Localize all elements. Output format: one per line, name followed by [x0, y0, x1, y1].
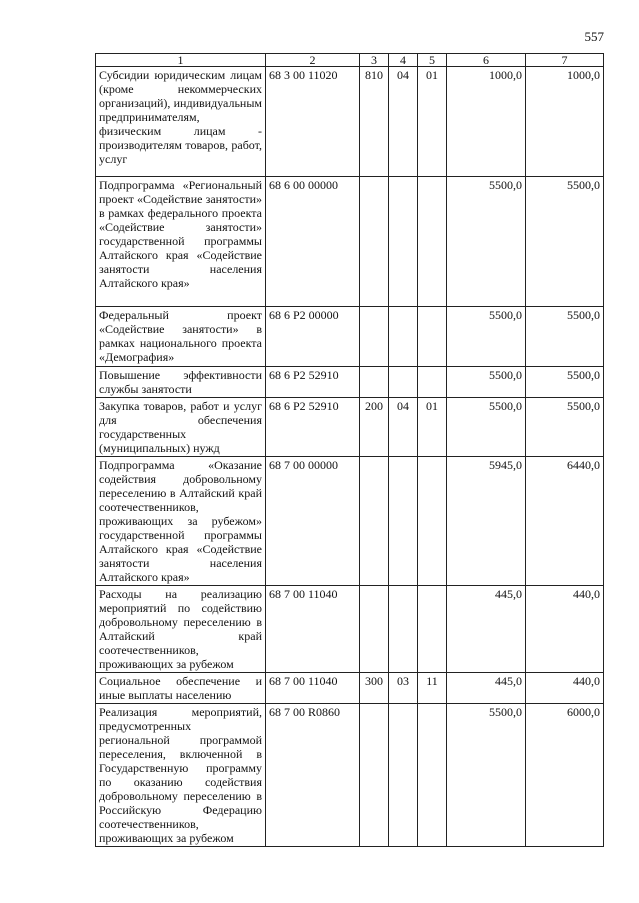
target-code: 68 6 00 00000	[266, 177, 360, 307]
expense-type	[360, 586, 389, 673]
budget-table	[95, 53, 604, 847]
target-code: 68 6 P2 52910	[266, 367, 360, 398]
subsection	[418, 307, 447, 367]
table-row	[96, 457, 604, 586]
subsection	[418, 704, 447, 847]
table-row	[96, 367, 604, 398]
column-header: 1	[96, 54, 266, 67]
subsection	[418, 586, 447, 673]
amount-col7: 440,0	[526, 586, 604, 673]
page-number: 557	[584, 29, 604, 44]
column-header: 2	[266, 54, 360, 67]
target-code: 68 7 00 R0860	[266, 704, 360, 847]
table-row	[96, 704, 604, 847]
amount-col7: 6440,0	[526, 457, 604, 586]
amount-col6: 1000,0	[447, 67, 526, 177]
column-header: 3	[360, 54, 389, 67]
amount-col7: 5500,0	[526, 307, 604, 367]
section: 04	[389, 67, 418, 177]
item-name: Субсидии юридическим лицам (кроме некоммерческих организаций), индивидуальным предпринимателям, физическим лицам - производителям товаров, работ, услуг	[96, 67, 266, 177]
item-name: Повышение эффективности службы занятости	[96, 367, 266, 398]
target-code: 68 7 00 11040	[266, 586, 360, 673]
table-row	[96, 177, 604, 307]
target-code: 68 6 P2 52910	[266, 398, 360, 457]
target-code: 68 7 00 00000	[266, 457, 360, 586]
target-code: 68 3 00 11020	[266, 67, 360, 177]
expense-type	[360, 704, 389, 847]
target-code: 68 7 00 11040	[266, 673, 360, 704]
amount-col7: 440,0	[526, 673, 604, 704]
section	[389, 457, 418, 586]
amount-col7: 6000,0	[526, 704, 604, 847]
target-code: 68 6 P2 00000	[266, 307, 360, 367]
item-name: Реализация мероприятий, предусмотренных региональной программой переселения, включенной в Государственную программу по оказанию содействия добровольному переселению в Российскую Федерацию соотечественников, проживающих за рубежом	[96, 704, 266, 847]
amount-col7: 1000,0	[526, 67, 604, 177]
section	[389, 704, 418, 847]
amount-col6: 5500,0	[447, 398, 526, 457]
subsection: 01	[418, 398, 447, 457]
expense-type: 300	[360, 673, 389, 704]
expense-type	[360, 307, 389, 367]
item-name: Подпрограмма «Региональный проект «Содействие занятости» в рамках федерального проекта «Содействие занятости» государственной программы Алтайского края «Содействие занятости населения Алтайского края»	[96, 177, 266, 307]
amount-col6: 445,0	[447, 673, 526, 704]
table-row	[96, 67, 604, 177]
subsection: 01	[418, 67, 447, 177]
amount-col6: 5500,0	[447, 177, 526, 307]
subsection: 11	[418, 673, 447, 704]
item-name: Федеральный проект «Содействие занятости» в рамках национального проекта «Демография»	[96, 307, 266, 367]
column-header: 4	[389, 54, 418, 67]
section	[389, 177, 418, 307]
amount-col6: 5500,0	[447, 367, 526, 398]
table-row	[96, 398, 604, 457]
column-header: 6	[447, 54, 526, 67]
expense-type: 200	[360, 398, 389, 457]
table-row	[96, 307, 604, 367]
amount-col6: 5500,0	[447, 307, 526, 367]
subsection	[418, 367, 447, 398]
amount-col6: 5945,0	[447, 457, 526, 586]
expense-type: 810	[360, 67, 389, 177]
item-name: Социальное обеспечение и иные выплаты населению	[96, 673, 266, 704]
amount-col7: 5500,0	[526, 398, 604, 457]
amount-col6: 5500,0	[447, 704, 526, 847]
item-name: Расходы на реализацию мероприятий по содействию добровольному переселению в Алтайский край соотечественников, проживающих за рубежом	[96, 586, 266, 673]
subsection	[418, 177, 447, 307]
table-row	[96, 586, 604, 673]
header-row	[96, 54, 604, 67]
section: 03	[389, 673, 418, 704]
section	[389, 367, 418, 398]
section	[389, 586, 418, 673]
expense-type	[360, 367, 389, 398]
column-header: 7	[526, 54, 604, 67]
table-row	[96, 673, 604, 704]
amount-col6: 445,0	[447, 586, 526, 673]
expense-type	[360, 177, 389, 307]
section	[389, 307, 418, 367]
amount-col7: 5500,0	[526, 177, 604, 307]
amount-col7: 5500,0	[526, 367, 604, 398]
subsection	[418, 457, 447, 586]
column-header: 5	[418, 54, 447, 67]
section: 04	[389, 398, 418, 457]
item-name: Закупка товаров, работ и услуг для обеспечения государственных (муниципальных) нужд	[96, 398, 266, 457]
item-name: Подпрограмма «Оказание содействия добровольному переселению в Алтайский край соотечественников, проживающих за рубежом» государственной программы Алтайского края «Содействие занятости населения Алтайского края»	[96, 457, 266, 586]
expense-type	[360, 457, 389, 586]
